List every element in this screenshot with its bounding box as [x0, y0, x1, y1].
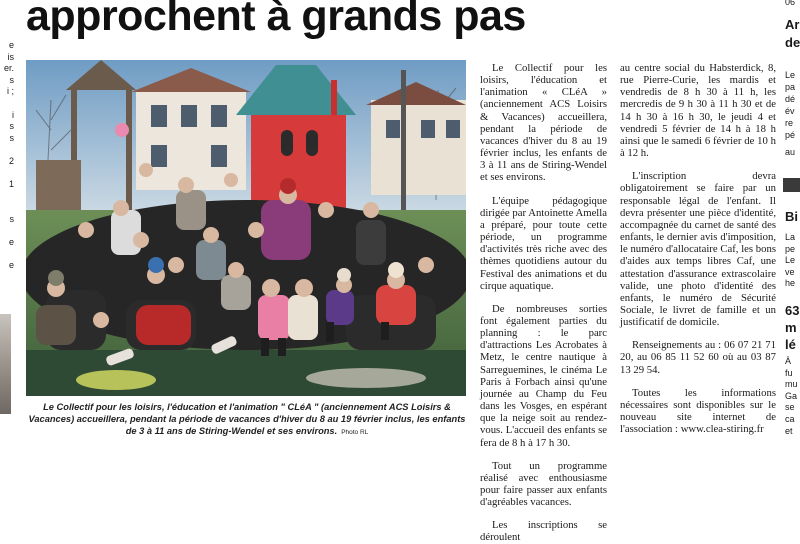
right-column-fragment [783, 0, 800, 445]
right-fragment-line: 63 [785, 303, 800, 318]
left-fragment-line: s [9, 121, 14, 132]
right-fragment-line: La [785, 232, 796, 242]
photo-credit: Photo RL [341, 429, 369, 437]
right-fragment-line: se [785, 402, 795, 413]
left-fragment-line: s [9, 74, 14, 85]
paragraph: Renseignements au : 06 07 21 71 20, au 06 85 11 52 60 où au 03 87 13 29 54. [620, 339, 776, 376]
left-fragment-line: e [8, 237, 14, 248]
right-fragment-line: au [785, 147, 796, 157]
caption-text: Le Collectif pour les loisirs, l'éducation et l'animation " CLéA " (anciennement ACS Loisirs & Vacances) accueillera, pendant la période de vacances d'hiver du 8 au 19 février inclus, les enfants de 3 à 11 ans de Stiring-Wendel et ses environs. [28, 402, 466, 437]
left-photo-fragment [0, 314, 11, 414]
article-headline: approchent à grands pas [26, 0, 526, 40]
right-fragment-line: ca [785, 414, 795, 424]
paragraph: Le Collectif pour les loisirs, l'éducation et l'animation « CLéA » (anciennement ACS Loisirs & Vacances) accueillera, pendant la période de vacances d'hiver du 8 au 19 février inclus, les enfants de 3 à 11 ans de Stiring-Wendel et ses environs. [480, 62, 607, 184]
right-fragment-line: 06 [785, 0, 796, 7]
left-fragment-line [0, 168, 14, 180]
right-fragment-line: Bi [785, 209, 798, 224]
left-fragment-line [0, 98, 14, 110]
left-fragment-line: i [12, 109, 14, 120]
right-fragment-line: ve [785, 266, 795, 277]
left-fragment-line [0, 283, 14, 295]
left-fragment-line: s [9, 132, 14, 143]
right-fragment-line: fu [785, 367, 793, 378]
left-fragment-line: er. [3, 63, 14, 74]
group-photo [26, 60, 466, 396]
section-divider [783, 178, 800, 192]
right-fragment-line: pa [785, 82, 796, 92]
right-fragment-line: et [785, 425, 793, 436]
left-fragment-line: 2 [8, 155, 14, 166]
left-fragment-line: 1 [8, 179, 14, 190]
left-fragment-line: e [8, 40, 14, 50]
right-fragment-line: Le [785, 70, 796, 80]
right-fragment-line: Ga [785, 390, 798, 401]
left-fragment-line [0, 144, 14, 156]
left-fragment-line: s [9, 213, 14, 224]
paragraph: Toutes les informations nécessaires sont disponibles sur le nouveau site internet de l'association : www.clea-stiring.fr [620, 386, 776, 436]
left-fragment-line: e [8, 260, 14, 271]
right-fragment-line: dé [785, 94, 796, 104]
left-fragment-line [0, 295, 14, 307]
left-fragment-line [0, 249, 14, 261]
paragraph: L'équipe pédagogique dirigée par Antoinette Amella a préparé, pour toute cette période, un programme d'activités très riche avec des thèmes quotidiens autour du Festival des animations et du cirque aquatique. [480, 194, 607, 292]
right-fragment-line: Le [785, 255, 796, 266]
left-fragment-line [0, 202, 14, 214]
paragraph: au centre social du Habsterdick, 8, rue Pierre-Curie, les mardis et vendredis de 8 h 30 à 11 h, les mercredis de 9 h 30 à 11 h 30 et de 14 h 30 à 16 h 30, le jeudi 4 et vendredi 5 février de 14 h à 18 h ainsi que le samedi 6 février de 10 h à 12 h. [620, 62, 776, 160]
right-fragment-line: m [785, 320, 797, 335]
right-fragment-line: év [785, 106, 795, 116]
right-fragment-line: Ar [785, 17, 800, 32]
right-fragment-line: re [785, 118, 794, 128]
photo-caption [26, 401, 468, 440]
article-column-2 [620, 62, 776, 435]
right-fragment-line: pe [785, 243, 796, 254]
right-fragment-line: pé [785, 130, 796, 140]
left-fragment-line [0, 272, 14, 284]
paragraph: Tout un programme réalisé avec enthousiasme pour faire passer aux enfants d'agréables vacances. [480, 459, 607, 509]
right-fragment-line: lé [785, 337, 796, 352]
right-fragment-line: he [785, 278, 796, 289]
paragraph: De nombreuses sorties font également parties du planning : le parc d'attractions Les Acrobates à Metz, le centre nautique à Sarreguemines, le cinéma Le Paris à Forbach ainsi qu'une journée au Champ du Feu dans les Vosges, en espérant que la neige soit au rendez-vous. L'accueil des enfants se fera de 8 h à 17 h 30. [480, 302, 607, 449]
left-fragment-line: i ; [6, 86, 14, 97]
left-fragment-line: is [7, 51, 14, 62]
paragraph: L'inscription devra obligatoirement se faire par un responsable légal de l'enfant. Il devra présenter une pièce d'identité, accompagnée du carnet de santé des enfants, le dernier avis d'imposition, le numéro d'allocataire Caf, les bons d'aides aux temps libres Caf, une attestation d'assurance extrascolaire valide, une photo d'identité des enfants, le numéro de Sécurité Sociale, le livret de famille et un justificatif de domicile. [620, 170, 776, 329]
right-fragment-line: mu [785, 379, 798, 390]
right-fragment-line: À [785, 356, 792, 366]
article-column-1 [480, 62, 607, 544]
left-fragment-line [0, 226, 14, 238]
left-fragment-line [0, 191, 14, 203]
right-fragment-line: de [785, 35, 800, 50]
paragraph: Les inscriptions se déroulent [480, 519, 607, 544]
